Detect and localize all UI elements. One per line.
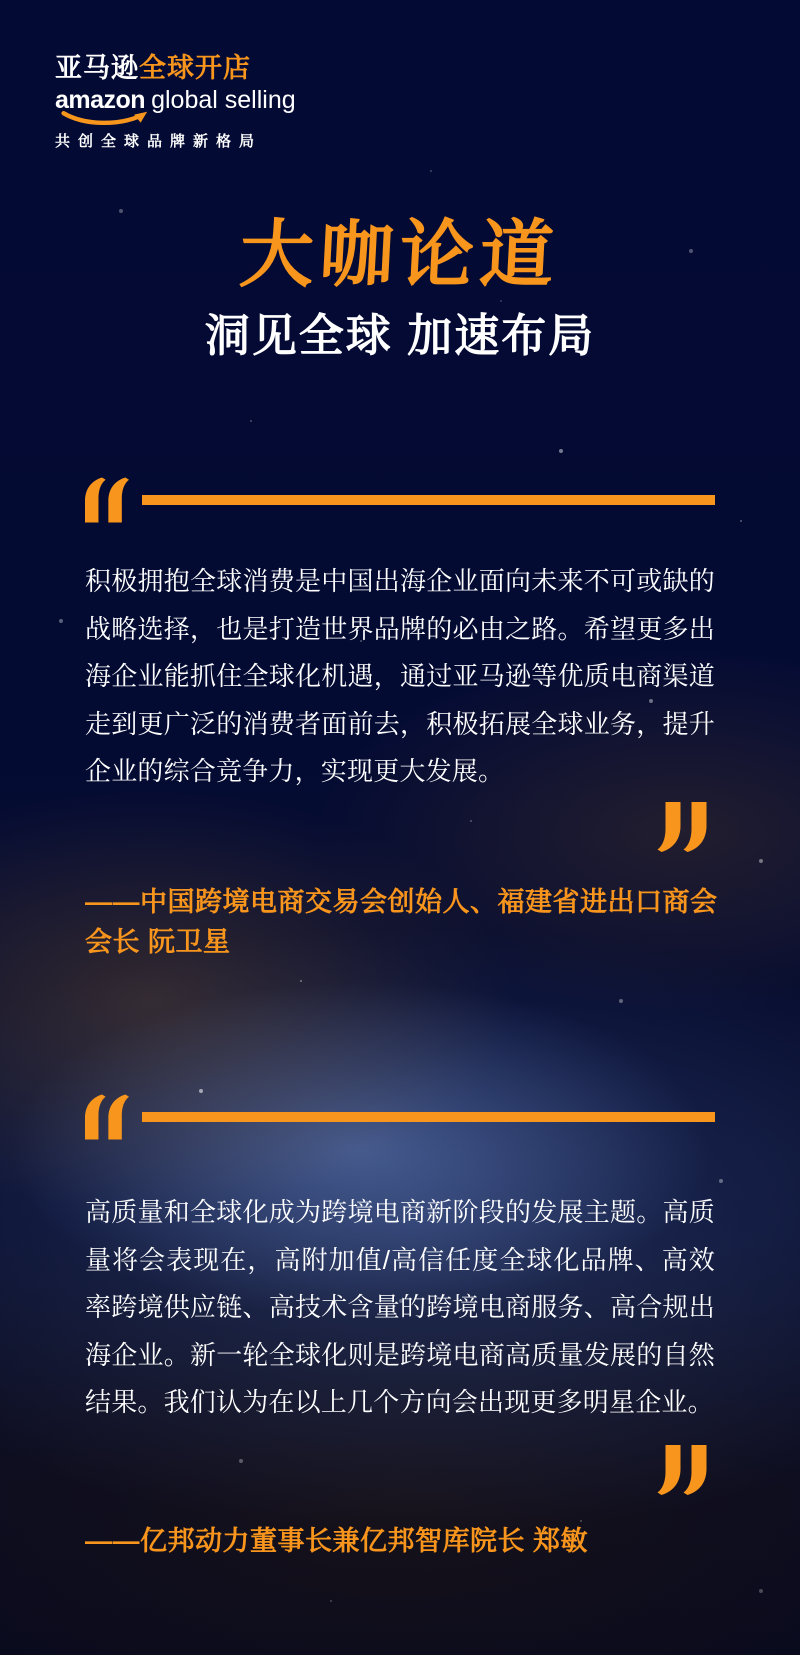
open-quote-icon bbox=[85, 1093, 129, 1141]
global-selling-wordmark: global selling bbox=[151, 85, 296, 114]
open-quote-icon bbox=[85, 476, 129, 524]
page-title: 大咖论道 bbox=[237, 212, 562, 298]
quote-2-text: 高质量和全球化成为跨境电商新阶段的发展主题。高质量将会表现在，高附加值/高信任度全球化品牌、高效率跨境供应链、高技术含量的跨境电商服务、高合规出海企业。新一轮全球化则是跨境电商高质量发展的自然结果。我们认为在以上几个方向会出现更多明星企业。 bbox=[85, 1197, 715, 1417]
amazon-wordmark: amazon bbox=[55, 85, 146, 114]
quote-2-close-wrap bbox=[657, 1445, 715, 1495]
quote-1-text: 积极拥抱全球消费是中国出海企业面向未来不可或缺的战略选择，也是打造世界品牌的必由之路。希望更多出海企业能抓住全球化机遇，通过亚马逊等优质电商渠道走到更广泛的消费者面前去，积极拓展全球业务，提升企业的综合竞争力，实现更大发展。 bbox=[85, 566, 715, 786]
brand-logo bbox=[55, 54, 296, 151]
close-quote-icon bbox=[657, 802, 707, 852]
quote-block-2 bbox=[85, 1093, 715, 1561]
starfield-decoration bbox=[0, 0, 2, 2]
brand-logo-chinese bbox=[55, 54, 296, 84]
quote-1-opening-rule bbox=[85, 476, 715, 524]
quote-block-1 bbox=[85, 476, 718, 962]
brand-name-cn: 亚马逊 bbox=[55, 53, 139, 83]
quote-2-attribution: ——亿邦动力董事长兼亿邦智库院长 郑敏 bbox=[85, 1525, 589, 1556]
quote-1-attribution: ——中国跨境电商交易会创始人、福建省进出口商会会长 阮卫星 bbox=[85, 886, 718, 957]
brand-program-cn: 全球开店 bbox=[139, 53, 251, 83]
divider-line bbox=[142, 495, 715, 505]
amazon-smile-icon bbox=[57, 111, 153, 127]
brand-logo-english bbox=[55, 86, 296, 115]
divider-line bbox=[142, 1112, 715, 1122]
quote-2-opening-rule bbox=[85, 1093, 715, 1141]
page-subtitle: 洞见全球 加速布局 bbox=[204, 310, 596, 361]
brand-tagline: 共创全球品牌新格局 bbox=[55, 133, 263, 151]
close-quote-icon bbox=[657, 1445, 707, 1495]
quote-1-close-wrap bbox=[657, 802, 715, 852]
